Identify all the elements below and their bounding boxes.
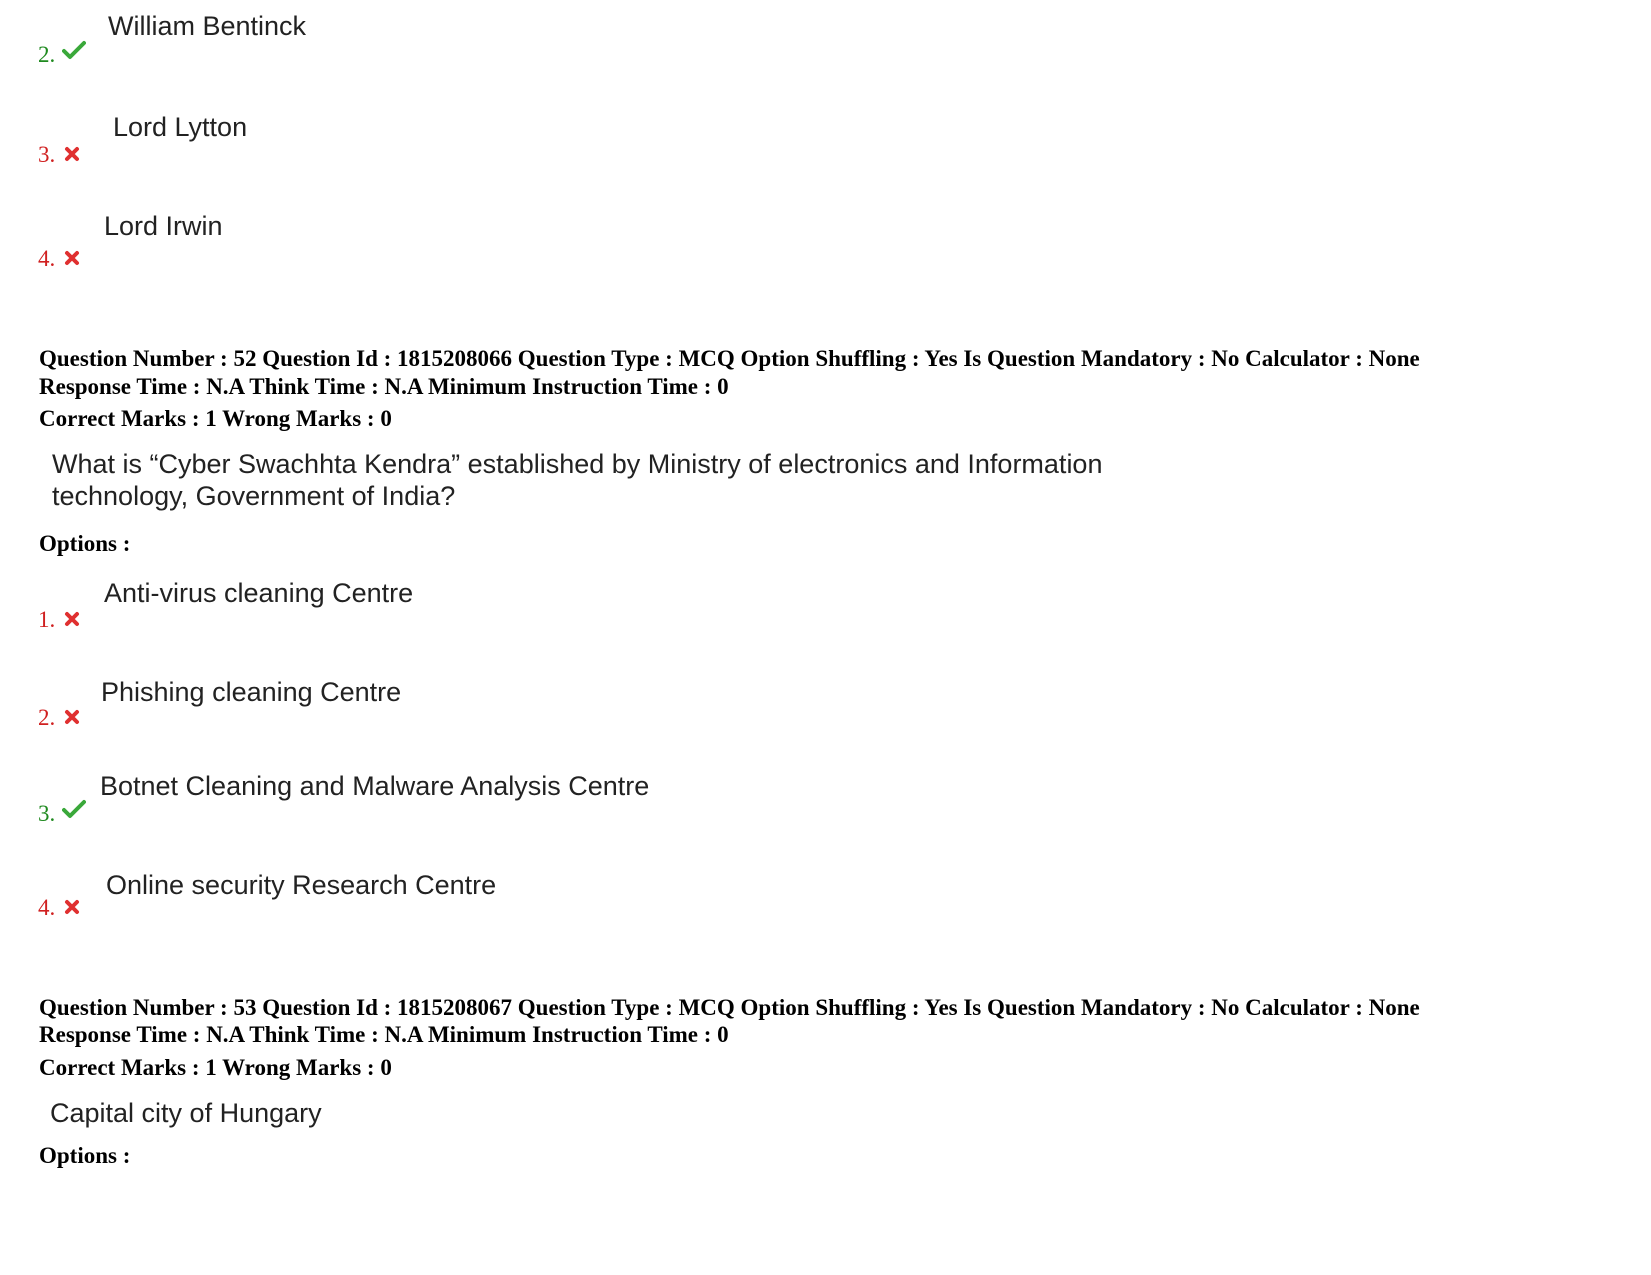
option-text: Lord Lytton <box>113 112 248 142</box>
options-label: Options : <box>39 531 131 556</box>
option-number: 4. <box>38 895 56 920</box>
question-marks: Correct Marks : 1 Wrong Marks : 0 <box>39 406 392 431</box>
cross-icon <box>64 899 80 915</box>
option-number: 2. <box>38 42 56 67</box>
option-number: 4. <box>38 246 56 271</box>
options-label: Options : <box>39 1143 131 1168</box>
question-text-line1: Capital city of Hungary <box>50 1098 322 1128</box>
cross-icon <box>64 146 80 162</box>
option-text: Lord Irwin <box>104 211 223 241</box>
option-text: William Bentinck <box>108 11 307 41</box>
question-text-line2: technology, Government of India? <box>52 481 456 511</box>
option-text: Anti-virus cleaning Centre <box>104 578 414 608</box>
option-number: 3. <box>38 142 56 167</box>
question-text-line1: What is “Cyber Swachhta Kendra” established by Ministry of electronics and Information <box>52 449 1103 479</box>
check-icon <box>62 40 86 60</box>
question-marks: Correct Marks : 1 Wrong Marks : 0 <box>39 1055 392 1080</box>
option-text: Phishing cleaning Centre <box>101 677 402 707</box>
question-meta-line2: Response Time : N.A Think Time : N.A Minimum Instruction Time : 0 <box>39 374 729 399</box>
cross-icon <box>64 250 80 266</box>
question-meta-line2: Response Time : N.A Think Time : N.A Minimum Instruction Time : 0 <box>39 1022 729 1047</box>
option-text: Online security Research Centre <box>106 870 497 900</box>
check-icon <box>62 799 86 819</box>
option-text: Botnet Cleaning and Malware Analysis Centre <box>100 771 650 801</box>
cross-icon <box>64 611 80 627</box>
question-meta-line1: Question Number : 53 Question Id : 1815208067 Question Type : MCQ Option Shuffling : Yes Is Question Mandatory : No Calculator : None <box>39 995 1420 1020</box>
question-meta-line1: Question Number : 52 Question Id : 1815208066 Question Type : MCQ Option Shuffling : Yes Is Question Mandatory : No Calculator : None <box>39 346 1420 371</box>
cross-icon <box>64 709 80 725</box>
option-number: 2. <box>38 705 56 730</box>
option-number: 1. <box>38 607 56 632</box>
option-number: 3. <box>38 801 56 826</box>
